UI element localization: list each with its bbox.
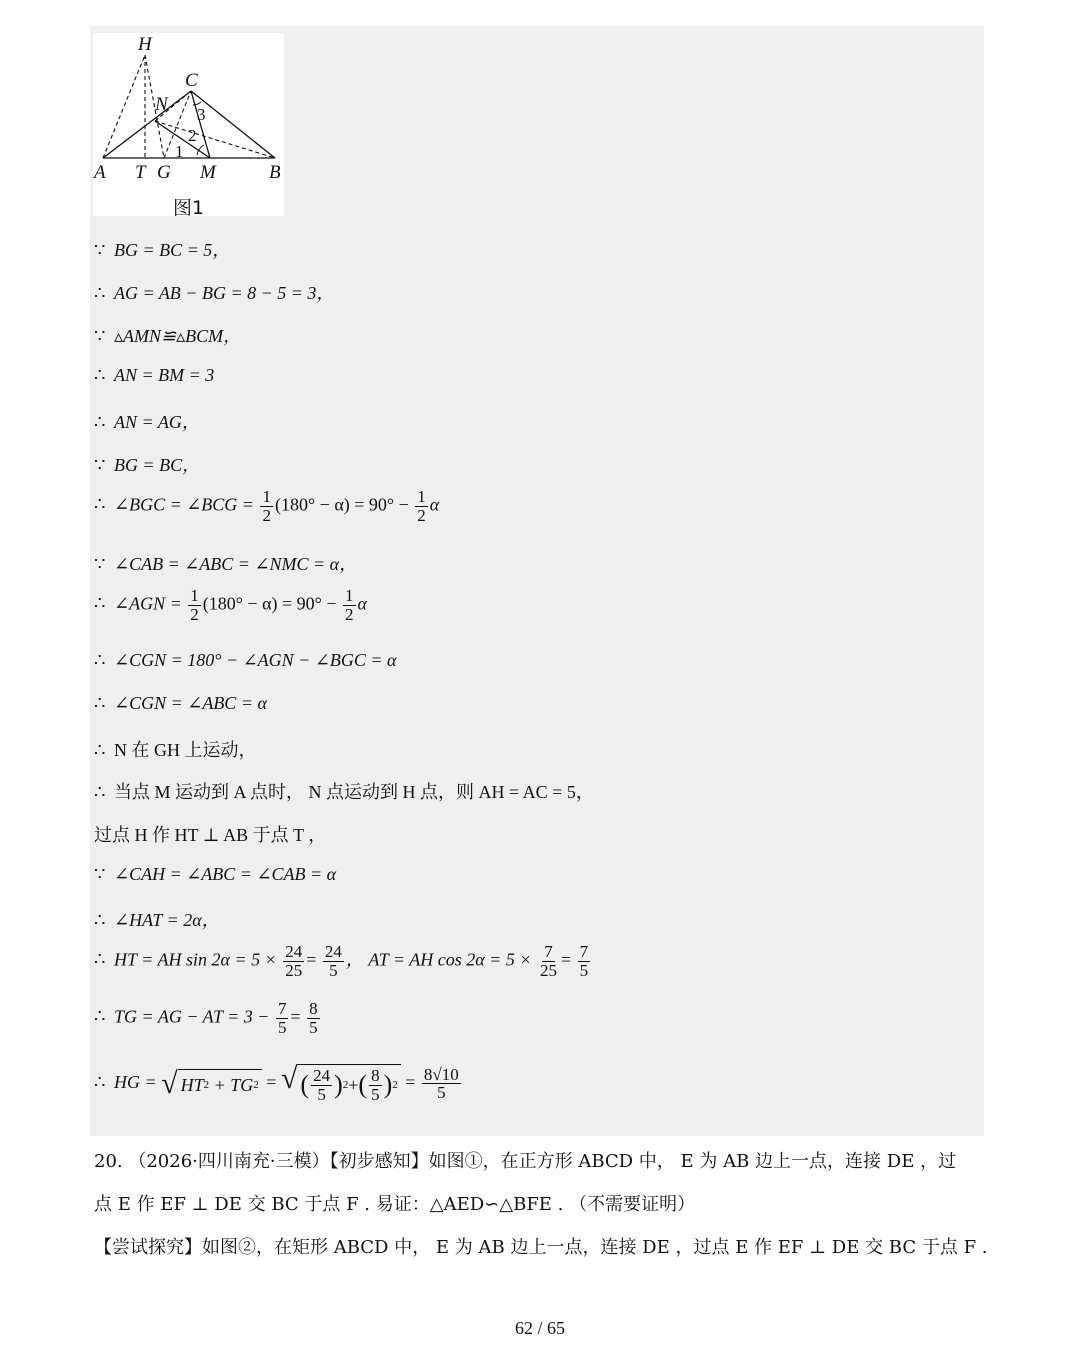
sol-line-4: ∴ AN = BM = 3 <box>94 365 215 385</box>
angle-1: 1 <box>175 142 184 161</box>
sol-line-11: ∴ ∠CGN = ∠ABC = α <box>94 693 267 713</box>
sol-line-10: ∴ ∠CGN = 180° − ∠AGN − ∠BGC = α <box>94 650 397 670</box>
label-N: N <box>155 94 168 115</box>
sol-line-17: ∴ HT = AH sin 2α = 5 × $\frac{24}{25}$ = $\frac{24}{5}$ ， AT = AH cos 2α = 5 × $\frac{7}{25}$ = $\frac{7}{5}$ <box>94 942 589 980</box>
label-T: T <box>135 162 146 183</box>
angle-2: 2 <box>188 126 197 145</box>
question-line-3: 【尝试探究】如图②，在矩形 ABCD 中， E 为 AB 边上一点，连接 DE ，过点 E 作 EF ⊥ DE 交 BC 于点 F . <box>94 1237 988 1258</box>
label-G: G <box>157 162 171 183</box>
sol-line-8: ∵ ∠CAB = ∠ABC = ∠NMC = α， <box>94 554 358 574</box>
label-B: B <box>269 162 281 183</box>
sol-line-16: ∴ ∠HAT = 2α， <box>94 910 220 930</box>
label-M: M <box>200 162 216 183</box>
sol-line-6: ∵ BG = BC， <box>94 455 201 475</box>
geometry-figure <box>93 33 284 219</box>
triangle-diagram <box>93 33 284 193</box>
page-number: 62 / 65 <box>514 1318 565 1338</box>
sol-line-18: ∴ TG = AG − AT = 3 − $\frac{7}{5}$ = $\frac{8}{5}$ <box>94 999 318 1037</box>
label-H: H <box>138 34 152 55</box>
sol-line-15: ∵ ∠CAH = ∠ABC = ∠CAB = α <box>94 864 337 884</box>
sol-line-13: ∴ 当点 M 运动到 A 点时， N 点运动到 H 点，则 AH = AC = 5， <box>94 782 594 802</box>
sol-line-2: ∴ AG = AB − BG = 8 − 5 = 3， <box>94 283 335 303</box>
question-line-2: 点 E 作 EF ⊥ DE 交 BC 于点 F . 易证：△AED∽△BFE . （不需要证明） <box>94 1194 696 1215</box>
sol-line-7: ∴ ∠BGC = ∠BCG = $\frac{1}{2}$ (180° − α) = 90° − $\frac{1}{2}$ α <box>94 487 440 525</box>
sol-line-3: ∵ ▵AMN≌▵BCM， <box>94 326 242 346</box>
angle-3: 3 <box>197 105 206 124</box>
figure-caption: 图1 <box>172 197 205 219</box>
sol-line-1: ∵ BG = BC = 5， <box>94 240 231 260</box>
question-line-1: 20. （2026·四川南充·三模）【初步感知】如图①，在正方形 ABCD 中， E 为 AB 边上一点，连接 DE ，过 <box>94 1151 957 1172</box>
sol-line-9: ∴ ∠AGN = $\frac{1}{2}$ (180° − α) = 90° − $\frac{1}{2}$ α <box>94 586 367 624</box>
sol-line-5: ∴ AN = AG， <box>94 412 200 432</box>
sol-line-19: ∴ HG = √ HT 2 + TG 2 = √ ( $\frac{24}{5}$ ) 2 + ( $\frac{8}{5}$ ) 2 = $\frac{8√10}{5}$ <box>94 1062 459 1104</box>
label-C: C <box>185 70 198 91</box>
sol-line-14: 过点 H 作 HT ⊥ AB 于点 T ， <box>94 825 327 845</box>
sol-line-12: ∴ N 在 GH 上运动， <box>94 740 257 760</box>
label-A: A <box>94 162 106 183</box>
